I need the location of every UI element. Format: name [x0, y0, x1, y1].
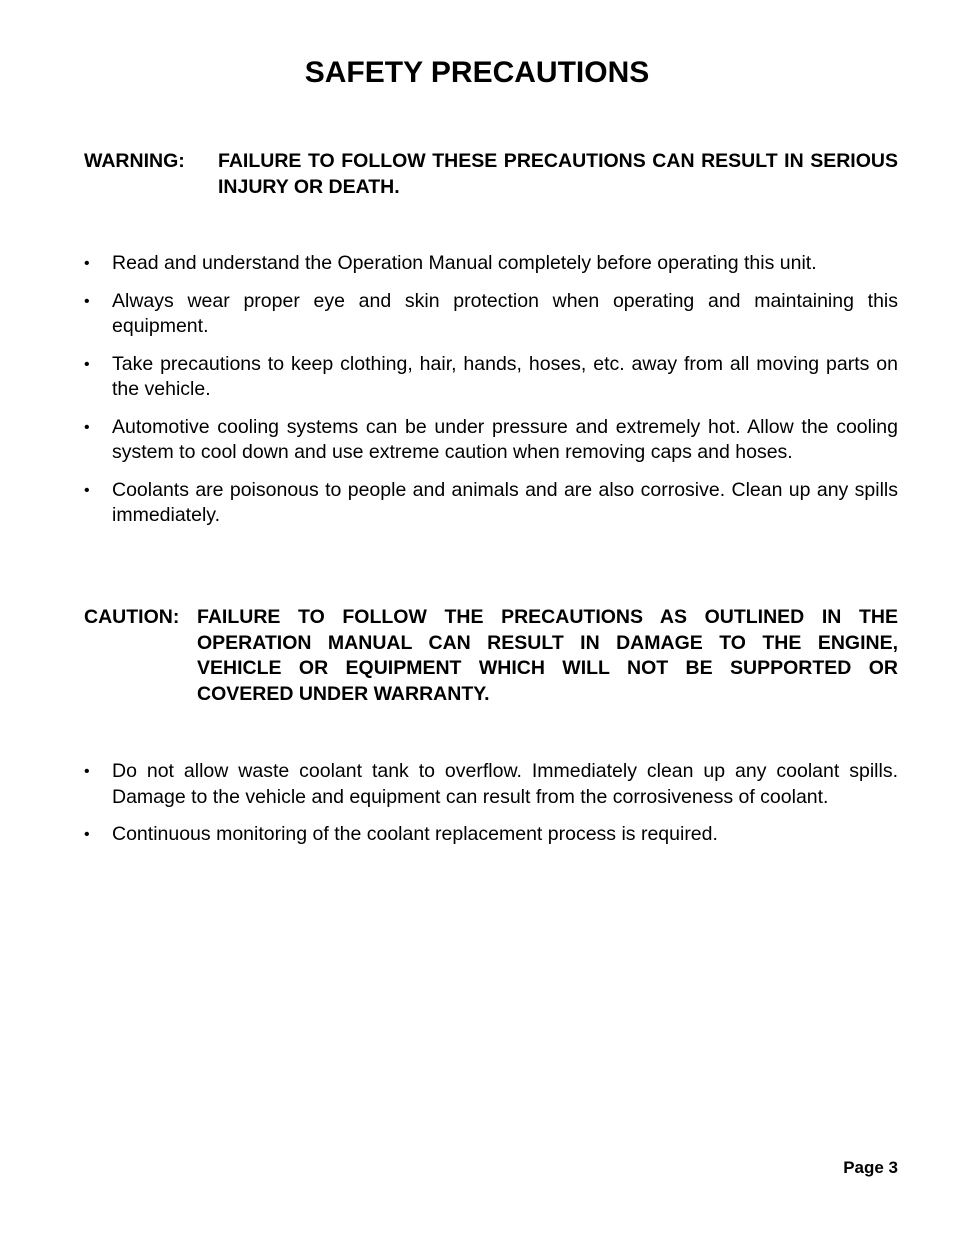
- page-number: Page 3: [843, 1158, 898, 1177]
- list-item-text: Automotive cooling systems can be under pressure and extremely hot. Allow the cooling system to cool down and use extreme caution when removing caps and hoses.: [112, 415, 898, 463]
- bullet-icon: •: [84, 826, 90, 843]
- list-item: [84, 415, 898, 466]
- list-item: [84, 352, 898, 403]
- list-item-text: Always wear proper eye and skin protection when operating and maintaining this equipment.: [112, 289, 898, 337]
- list-item-text: Take precautions to keep clothing, hair, hands, hoses, etc. away from all moving parts on the vehicle.: [112, 352, 898, 400]
- list-item-text: Continuous monitoring of the coolant replacement process is required.: [112, 823, 718, 845]
- caution-label: CAUTION:: [84, 606, 180, 628]
- caution-text: FAILURE TO FOLLOW THE PRECAUTIONS AS OUTLINED IN THE OPERATION MANUAL CAN RESULT IN DAMAGE TO THE ENGINE, VEHICLE OR EQUIPMENT WHICH WILL NOT BE SUPPORTED OR COVERED UNDER WARRANTY.: [197, 606, 898, 705]
- list-item-text: Coolants are poisonous to people and animals and are also corrosive. Clean up any spills immediately.: [112, 478, 898, 526]
- bullet-icon: •: [84, 418, 90, 436]
- caution-notice: [84, 605, 898, 707]
- page-title: SAFETY PRECAUTIONS: [304, 56, 650, 89]
- list-item-text: Do not allow waste coolant tank to overflow. Immediately clean up any coolant spills. Damage to the vehicle and equipment can result from the corrosiveness of coolant.: [112, 760, 898, 808]
- list-item: [84, 251, 898, 277]
- list-item: [84, 822, 898, 848]
- warning-notice: [84, 149, 898, 200]
- list-item: [84, 289, 898, 340]
- list-item: [84, 759, 898, 810]
- warning-label: WARNING:: [84, 150, 185, 172]
- bullet-icon: •: [84, 255, 90, 272]
- bullet-icon: •: [84, 355, 90, 373]
- list-item-text: Read and understand the Operation Manual completely before operating this unit.: [112, 252, 817, 274]
- warning-text: FAILURE TO FOLLOW THESE PRECAUTIONS CAN RESULT IN SERIOUS INJURY OR DEATH.: [218, 150, 898, 198]
- bullet-icon: •: [84, 763, 90, 780]
- caution-precautions-list: [84, 759, 898, 860]
- warning-precautions-list: [84, 251, 898, 541]
- bullet-icon: •: [84, 292, 90, 310]
- bullet-icon: •: [84, 481, 90, 499]
- list-item: [84, 478, 898, 529]
